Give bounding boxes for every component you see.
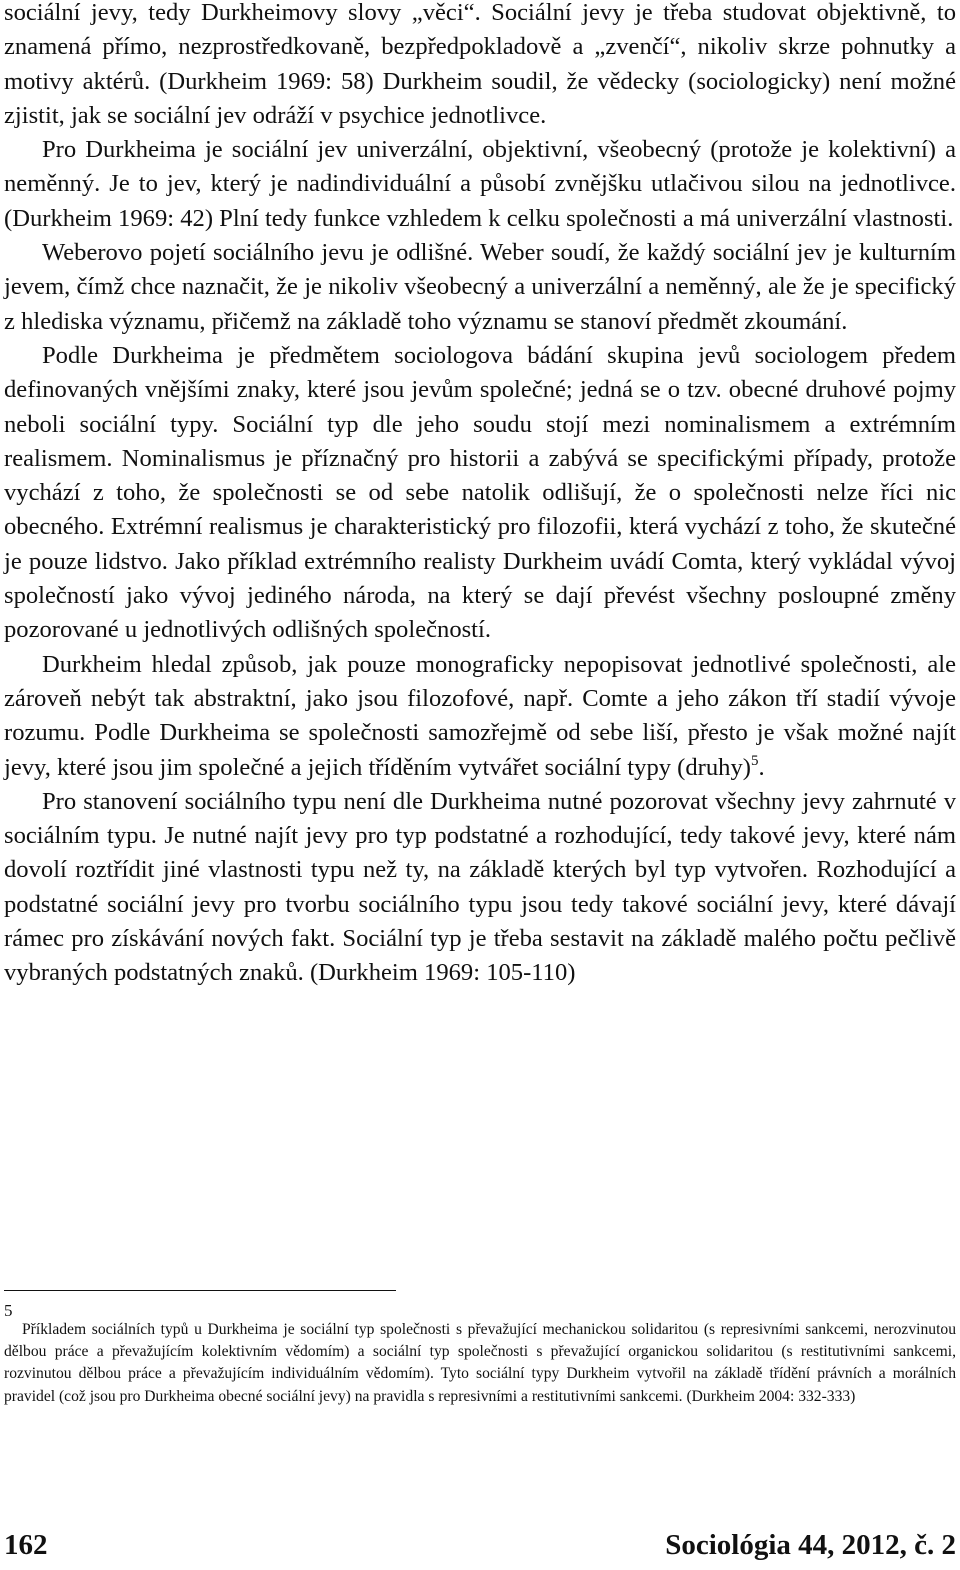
document-page xyxy=(4,0,956,1570)
page-footer xyxy=(4,1528,956,1562)
footnote xyxy=(4,1303,956,1408)
paragraph-2: Pro Durkheima je sociální jev univerzální, objektivní, všeobecný (protože je kolektivní) a neměnný. Je to jev, který je nadindividuální a působí zvnějšku utlačivou silou na jednotlivce. (Durkheim 1969: 42) Plní tedy funkce vzhledem k celku společnosti a má univerzální vlastnosti. xyxy=(4,136,956,232)
paragraph-1: sociální jevy, tedy Durkheimovy slovy „věci“. Sociální jevy je třeba studovat objektivně, to znamená přímo, nezprostředkovaně, bezpředpokladově a „zvenčí“, nikoliv skrze pohnutky a motivy aktérů. (Durkheim 1969: 58) Durkheim soudil, že vědecky (sociologicky) není možné zjistit, jak se sociální jev odráží v psychice jednotlivce. xyxy=(4,0,956,129)
paragraph-6: Pro stanovení sociálního typu není dle Durkheima nutné pozorovat všechny jevy zahrnuté v sociálním typu. Je nutné najít jevy pro typ podstatné a rozhodující, tedy takové jevy, které nám dovolí roztřídit jiné vlastnosti typu než ty, na základě kterých byl typ vytvořen. Rozhodující a podstatné sociální jevy pro tvorbu sociálního typu jsou tedy takové sociální jevy, které dávají rámec pro získávání nových fakt. Sociální typ je třeba sestavit na základě malého počtu pečlivě vybraných podstatných znaků. (Durkheim 1969: 105-110) xyxy=(4,787,956,987)
footnote-reference[interactable]: 5 xyxy=(750,752,759,769)
paragraph-5 xyxy=(4,648,956,785)
journal-reference: Sociológia 44, 2012, č. 2 xyxy=(665,1529,956,1561)
paragraph-4: Podle Durkheima je předmětem sociologova bádání skupina jevů sociologem předem definovaných vnějšími znaky, které jsou jevům společné; jedná se o tzv. obecné druhové pojmy neboli sociální typy. Sociální typ dle jeho soudu stojí mezi nominalismem a extrémním realismem. Nominalismus je příznačný pro historii a zabývá se specifickými případy, protože vychází z toho, že společnosti se od sebe natolik odlišují, že o společnosti nelze říci nic obecného. Extrémní realismus je charakteristický pro filozofii, která vychází z toho, že skutečné je pouze lidstvo. Jako příklad extrémního realisty Durkheim uvádí Comta, který vykládal vývoj společností jako vývoj jediného národa, na který se dají převést všechny posloupné změny pozorované u jednotlivých odlišných společností. xyxy=(4,341,956,644)
footnote-text: Příkladem sociálních typů u Durkheima je sociální typ společnosti s převažující mechanickou solidaritou (s represivními sankcemi, nerozvinutou dělbou práce a převažujícím kolektivním vědomím) a sociální typ společnosti s převažující organickou solidaritou (s restitutivními sankcemi, rozvinutou dělbou práce a převažujícím individuálním vědomím). Tyto sociální typy Durkheim vytvořil na základě třídění právních a morálních pravidel (což jsou pro Durkheima obecné sociální jevy) na pravidla s represivními a restitutivními sankcemi. (Durkheim 2004: 332-333) xyxy=(4,1321,956,1405)
paragraph-5-end: . xyxy=(758,753,765,781)
page-number: 162 xyxy=(4,1529,48,1561)
paragraph-5-text: Durkheim hledal způsob, jak pouze monograficky nepopisovat jednotlivé společnosti, ale zároveň nebýt tak abstraktní, jako jsou filozofové, např. Comte a jeho zákon tří stadií vývoje rozumu. Podle Durkheima se společnosti samozřejmě od sebe liší, přesto je však možné najít jevy, které jsou jim společné a jejich tříděním vytvářet sociální typy (druhy) xyxy=(4,650,956,781)
footnote-separator xyxy=(4,1290,396,1291)
paragraph-3: Weberovo pojetí sociálního jevu je odlišné. Weber soudí, že každý sociální jev je kulturním jevem, čímž chce naznačit, že je nikoliv všeobecný a univerzální a neměnný, ale že je specifický z hlediska významu, přičemž na základě toho významu se stanoví předmět zkoumání. xyxy=(4,239,956,335)
article-body xyxy=(4,0,956,991)
footnote-mark: 5 xyxy=(4,1301,13,1320)
